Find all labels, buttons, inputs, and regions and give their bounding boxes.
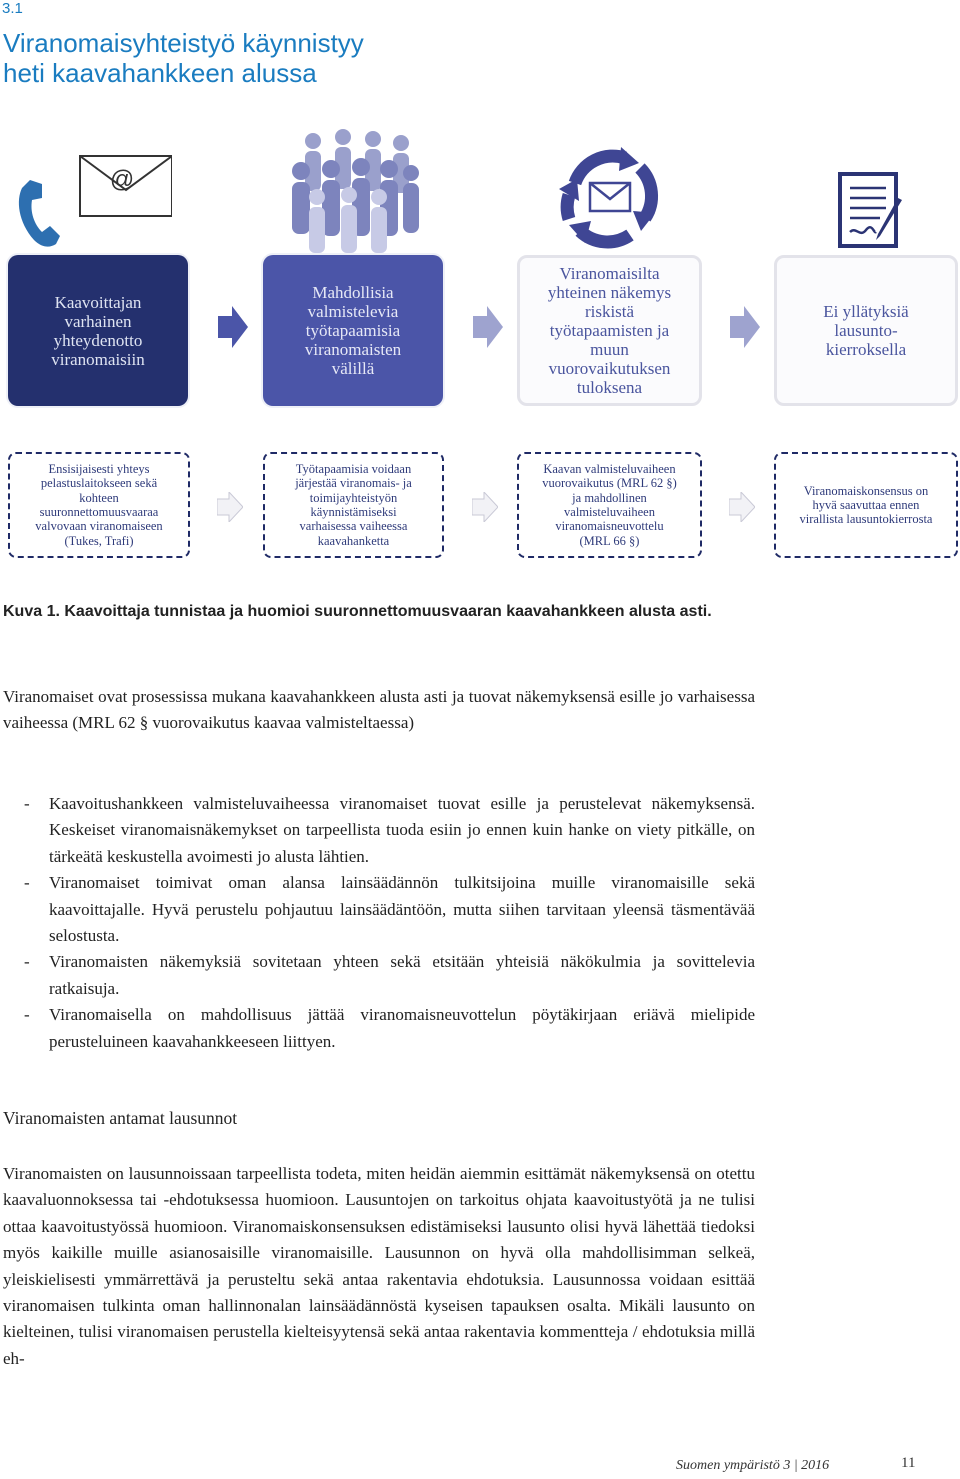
process-step-3	[517, 255, 702, 406]
body-paragraph: Viranomaisten on lausunnoissaan tarpeellista todeta, miten heidän aiemmin esittämät näkemyksensä on otettu kaavaluonnoksessa tai -ehdotuksessa huomioon. Lausuntojen on tarkoitus ohjata kaavoitustyötä ja ne tulisi ottaa kaavoitustyössä huomioon. Viranomaiskonsensuksen edistämiseksi lausunto olisi hyvä lähettää tiedoksi myös kaikille muille asianosaisille viranomaisille. Lausunnon on hyvä olla mahdollisimman selkeä, yleiskielisesti ymmärrettävä ja perusteltu sekä antaa rakentavia ehdotuksia. Lausunnossa voidaan esittää viranomaisen tulkinta oman hallinnonalan lainsäädännöstä kyseisen tapauksen osalta. Mikäli lausunto on kielteinen, tulisi viranomaisen perustella kielteisyytensä sekä antaa rakentavia kommentteja / ehdotuksia millä eh-	[3, 1164, 755, 1368]
svg-text:@: @	[109, 166, 135, 193]
arrow-right-icon	[218, 306, 248, 348]
page-title	[3, 28, 364, 88]
description-3-text: Kaavan valmisteluvaiheen vuorovaikutus (MRL 62 §) ja mahdollinen valmisteluvaiheen viranomaisneuvottelu (MRL 66 §)	[542, 462, 677, 548]
description-box-1	[8, 452, 190, 558]
list-item: - Kaavoitushankkeen valmisteluvaiheessa viranomaiset tuovat esille ja perustelevat näkemyksensä. Keskeiset viranomaisnäkemykset on tarpeellista tuoda esiin jo ennen kuin hanke on viety pitkälle, on tärkeätä keskustella avoimesti jo alusta lähtien.	[3, 791, 755, 870]
process-step-4-label: Ei yllätyksiä lausunto- kierroksella	[823, 302, 909, 359]
people-group-icon	[283, 127, 423, 255]
description-box-2	[263, 452, 444, 558]
phone-email-icon	[12, 140, 172, 250]
section-number: 3.1	[2, 0, 23, 17]
list-item: - Viranomaiset toimivat oman alansa lainsäädännön tulkitsijoina muille viranomaisille sekä kaavoittajalle. Hyvä perustelu pohjautuu lainsäädäntöön, mutta siihen tarvitaan yleensä täsmentävää selostusta.	[3, 870, 755, 949]
arrow-right-icon	[473, 306, 503, 348]
process-step-1	[8, 255, 188, 406]
page-number: 11	[901, 1455, 916, 1471]
list-item: - Viranomaisella on mahdollisuus jättää viranomaisneuvottelun pöytäkirjaan eriävä mielipide perusteluineen kaavahankkeeseen liittyen.	[3, 1002, 755, 1055]
chevron-right-icon	[217, 492, 243, 522]
lead-paragraph: Viranomaiset ovat prosessissa mukana kaavahankkeen alusta asti ja tuovat näkemyksensä esille jo varhaisessa vaiheessa (MRL 62 § vuorovaikutus kaavaa valmisteltaessa)	[3, 687, 755, 733]
bullet-list	[3, 791, 755, 1055]
description-1-text: Ensisijaisesti yhteys pelastuslaitokseen sekä kohteen suuronnettomuusvaaraa valvovaan viranomaiseen (Tukes, Trafi)	[35, 462, 163, 548]
arrow-right-icon	[730, 306, 760, 348]
list-item: - Viranomaisten näkemyksiä sovitetaan yhteen sekä etsitään yhteisiä näkökulmia ja sovittelevia ratkaisuja.	[3, 949, 755, 1002]
figure-caption: Kuva 1. Kaavoittaja tunnistaa ja huomioi suuronnettomuusvaaran kaavahankkeen alusta asti.	[3, 603, 712, 620]
chevron-right-icon	[472, 492, 498, 522]
description-2-text: Työtapaamisia voidaan järjestää viranomais- ja toimijayhteistyön käynnistämiseksi varhaisessa vaiheessa kaavahanketta	[295, 462, 412, 548]
page-title-line-1: Viranomaisyhteistyö käynnistyy	[3, 28, 364, 58]
chevron-right-icon	[729, 492, 755, 522]
page-title-line-2: heti kaavahankkeen alussa	[3, 58, 317, 88]
process-step-2-label: Mahdollisia valmistelevia työtapaamisia viranomaisten välillä	[304, 283, 402, 378]
description-box-3	[517, 452, 702, 558]
signed-document-icon	[836, 170, 904, 252]
process-step-3-label: Viranomaisilta yhteinen näkemys riskistä työtapaamisten ja muun vuorovaikutuksen tuloksena	[547, 264, 672, 397]
description-box-4	[774, 452, 958, 558]
page-footer	[676, 1455, 916, 1474]
cycle-envelope-icon	[555, 143, 665, 253]
process-step-4	[774, 255, 958, 406]
footer-publication: Suomen ympäristö 3 | 2016	[676, 1458, 830, 1473]
process-step-1-label: Kaavoittajan varhainen yhteydenotto viranomaisiin	[51, 292, 145, 369]
process-step-2	[263, 255, 443, 406]
description-4-text: Viranomaiskonsensus on hyvä saavuttaa ennen virallista lausuntokierrosta	[799, 483, 933, 527]
section-subheading: Viranomaisten antamat lausunnot	[3, 1108, 238, 1128]
